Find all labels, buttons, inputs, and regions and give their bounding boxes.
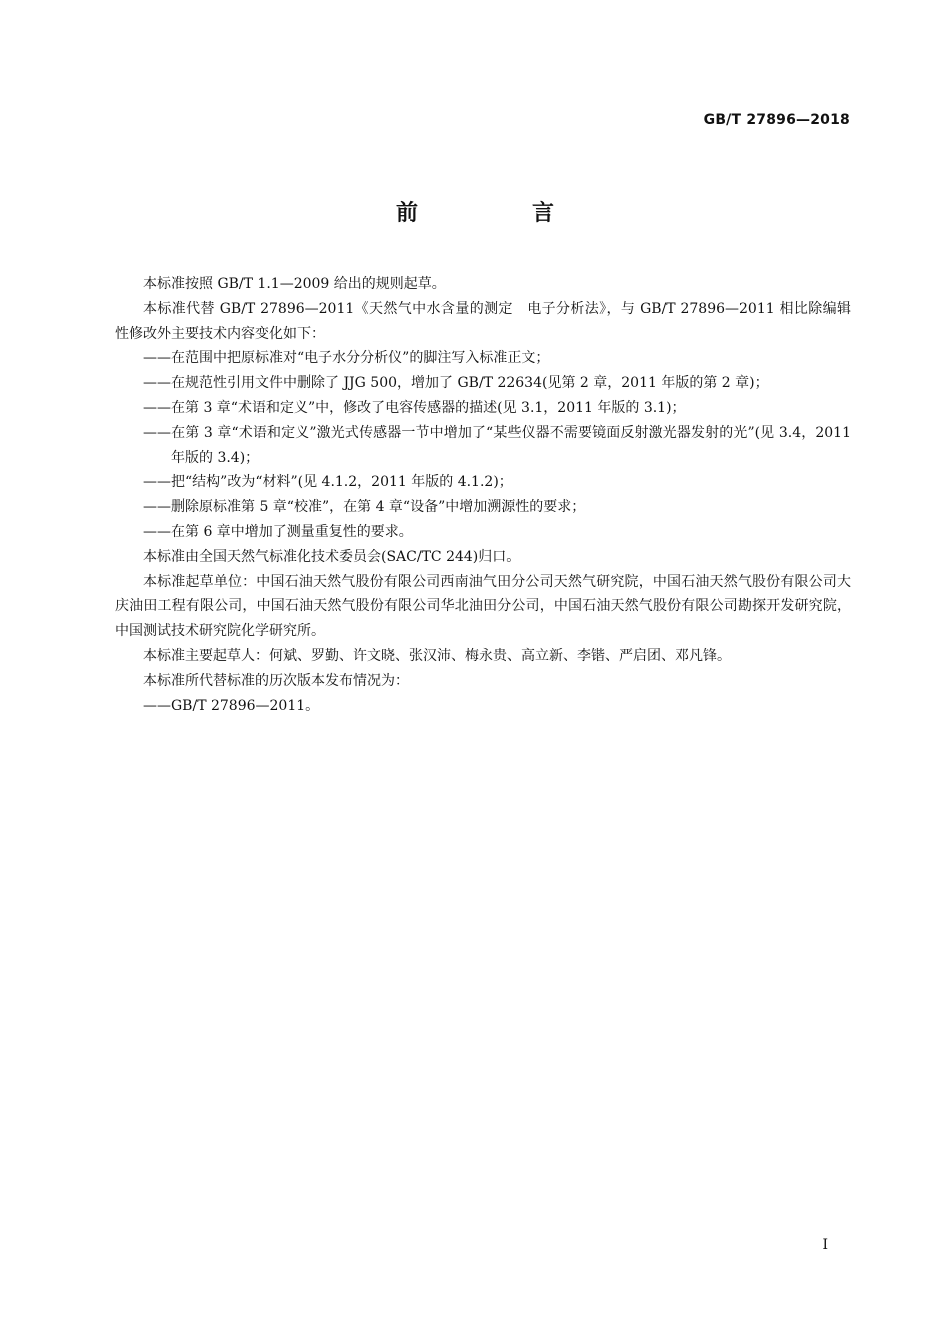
list-item: ——在第 6 章中增加了测量重复性的要求。 <box>143 523 413 540</box>
list-item: ——在第 3 章“术语和定义”中，修改了电容传感器的描述(见 3.1，2011 年版的 3.1)； <box>143 399 686 416</box>
list-item: ——GB/T 27896—2011。 <box>143 697 320 714</box>
standard-code: GB/T 27896—2018 <box>703 112 850 128</box>
paragraph: 本标准主要起草人：何斌、罗勤、许文晓、张汉沛、梅永贵、高立新、李锴、严启团、邓凡锋。 <box>143 647 731 664</box>
list-item: ——把“结构”改为“材料”(见 4.1.2，2011 年版的 4.1.2)； <box>143 474 513 491</box>
page-number: I <box>822 1237 828 1253</box>
paragraph: 本标准代替 GB/T 27896—2011《天然气中水含量的测定 电子分析法》，与 GB/T 27896—2011 相比除编辑性修改外主要技术内容变化如下： <box>115 300 851 342</box>
list-item: ——删除原标准第 5 章“校准”，在第 4 章“设备”中增加溯源性的要求； <box>143 499 586 516</box>
list-item: ——在范围中把原标准对“电子水分分析仪”的脚注写入标准正文； <box>143 350 550 367</box>
page-title: 前 言 <box>395 201 600 226</box>
paragraph: 本标准所代替标准的历次版本发布情况为： <box>143 672 409 689</box>
document-body <box>115 272 851 718</box>
paragraph: 本标准起草单位：中国石油天然气股份有限公司西南油气田分公司天然气研究院，中国石油天然气股份有限公司大庆油田工程有限公司，中国石油天然气股份有限公司华北油田分公司，中国石油天然气股份有限公司勘探开发研究院，中国测试技术研究院化学研究所。 <box>115 573 851 640</box>
paragraph: 本标准由全国天然气标准化技术委员会(SAC/TC 244)归口。 <box>143 548 521 565</box>
paragraph: 本标准按照 GB/T 1.1—2009 给出的规则起草。 <box>143 276 446 292</box>
list-item: ——在第 3 章“术语和定义”激光式传感器一节中增加了“某些仪器不需要镜面反射激光器发射的光”(见 3.4，2011 年版的 3.4)； <box>143 424 851 466</box>
list-item: ——在规范性引用文件中删除了 JJG 500，增加了 GB/T 22634(见第 2 章，2011 年版的第 2 章)； <box>143 375 769 392</box>
